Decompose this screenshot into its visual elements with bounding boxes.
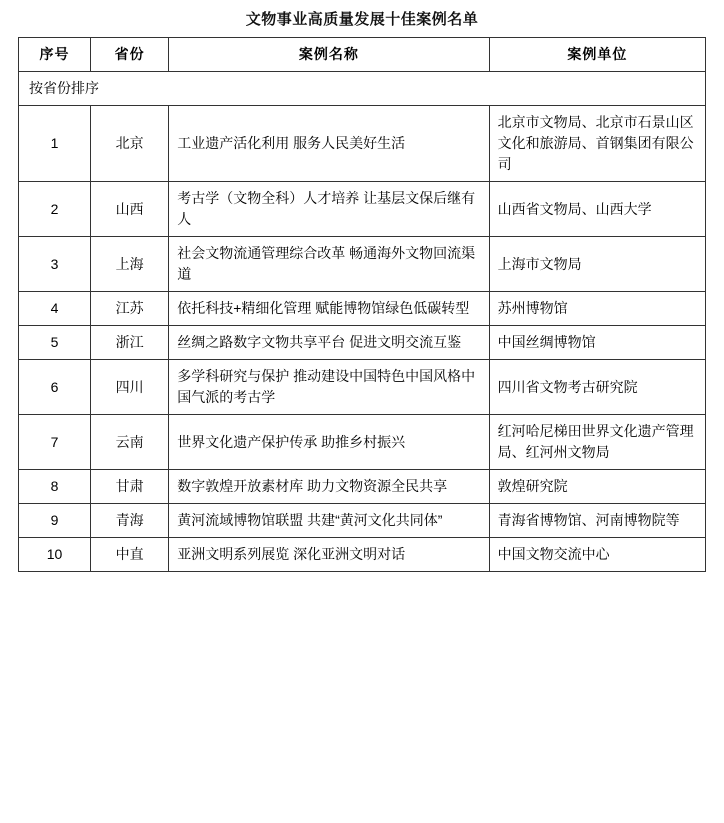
cell-province: 四川 (91, 360, 169, 415)
cell-case-name: 社会文物流通管理综合改革 畅通海外文物回流渠道 (169, 237, 489, 292)
table-section-row (19, 72, 706, 106)
cell-no: 9 (19, 504, 91, 538)
cell-no: 6 (19, 360, 91, 415)
cell-unit: 红河哈尼梯田世界文化遗产管理局、红河州文物局 (489, 415, 705, 470)
cell-unit: 山西省文物局、山西大学 (489, 182, 705, 237)
cell-case-name: 亚洲文明系列展览 深化亚洲文明对话 (169, 538, 489, 572)
table-row (19, 504, 706, 538)
table-row (19, 538, 706, 572)
page-title: 文物事业高质量发展十佳案例名单 (245, 11, 479, 28)
table-container (0, 37, 724, 572)
section-label: 按省份排序 (19, 72, 706, 106)
cell-province: 云南 (91, 415, 169, 470)
cell-province: 甘肃 (91, 470, 169, 504)
cell-case-name: 世界文化遗产保护传承 助推乡村振兴 (169, 415, 489, 470)
cell-case-name: 工业遗产活化利用 服务人民美好生活 (169, 106, 489, 182)
cell-case-name: 多学科研究与保护 推动建设中国特色中国风格中国气派的考古学 (169, 360, 489, 415)
cell-no: 5 (19, 326, 91, 360)
cell-unit: 苏州博物馆 (489, 292, 705, 326)
cell-no: 3 (19, 237, 91, 292)
table-row (19, 360, 706, 415)
cell-no: 2 (19, 182, 91, 237)
cell-unit: 四川省文物考古研究院 (489, 360, 705, 415)
cell-province: 北京 (91, 106, 169, 182)
cell-no: 10 (19, 538, 91, 572)
cell-province: 浙江 (91, 326, 169, 360)
cell-province: 上海 (91, 237, 169, 292)
cell-unit: 上海市文物局 (489, 237, 705, 292)
cell-unit: 北京市文物局、北京市石景山区文化和旅游局、首钢集团有限公司 (489, 106, 705, 182)
cell-case-name: 黄河流域博物馆联盟 共建“黄河文化共同体” (169, 504, 489, 538)
column-header-unit: 案例单位 (489, 38, 705, 72)
cell-unit: 青海省博物馆、河南博物院等 (489, 504, 705, 538)
table-header (19, 38, 706, 72)
cases-table (18, 37, 706, 572)
cell-case-name: 依托科技+精细化管理 赋能博物馆绿色低碳转型 (169, 292, 489, 326)
column-header-province: 省份 (91, 38, 169, 72)
cell-unit: 中国丝绸博物馆 (489, 326, 705, 360)
cell-no: 7 (19, 415, 91, 470)
table-row (19, 415, 706, 470)
cell-no: 8 (19, 470, 91, 504)
table-row (19, 237, 706, 292)
cell-unit: 中国文物交流中心 (489, 538, 705, 572)
cell-case-name: 丝绸之路数字文物共享平台 促进文明交流互鉴 (169, 326, 489, 360)
cell-province: 中直 (91, 538, 169, 572)
table-body (19, 72, 706, 572)
table-row (19, 292, 706, 326)
cell-case-name: 数字敦煌开放素材库 助力文物资源全民共享 (169, 470, 489, 504)
cell-province: 山西 (91, 182, 169, 237)
column-header-case-name: 案例名称 (169, 38, 489, 72)
table-header-row (19, 38, 706, 72)
cell-province: 江苏 (91, 292, 169, 326)
table-row (19, 106, 706, 182)
cell-no: 4 (19, 292, 91, 326)
cell-no: 1 (19, 106, 91, 182)
cell-case-name: 考古学（文物全科）人才培养 让基层文保后继有人 (169, 182, 489, 237)
table-row (19, 470, 706, 504)
cell-province: 青海 (91, 504, 169, 538)
table-row (19, 182, 706, 237)
cell-unit: 敦煌研究院 (489, 470, 705, 504)
table-row (19, 326, 706, 360)
column-header-no: 序号 (19, 38, 91, 72)
